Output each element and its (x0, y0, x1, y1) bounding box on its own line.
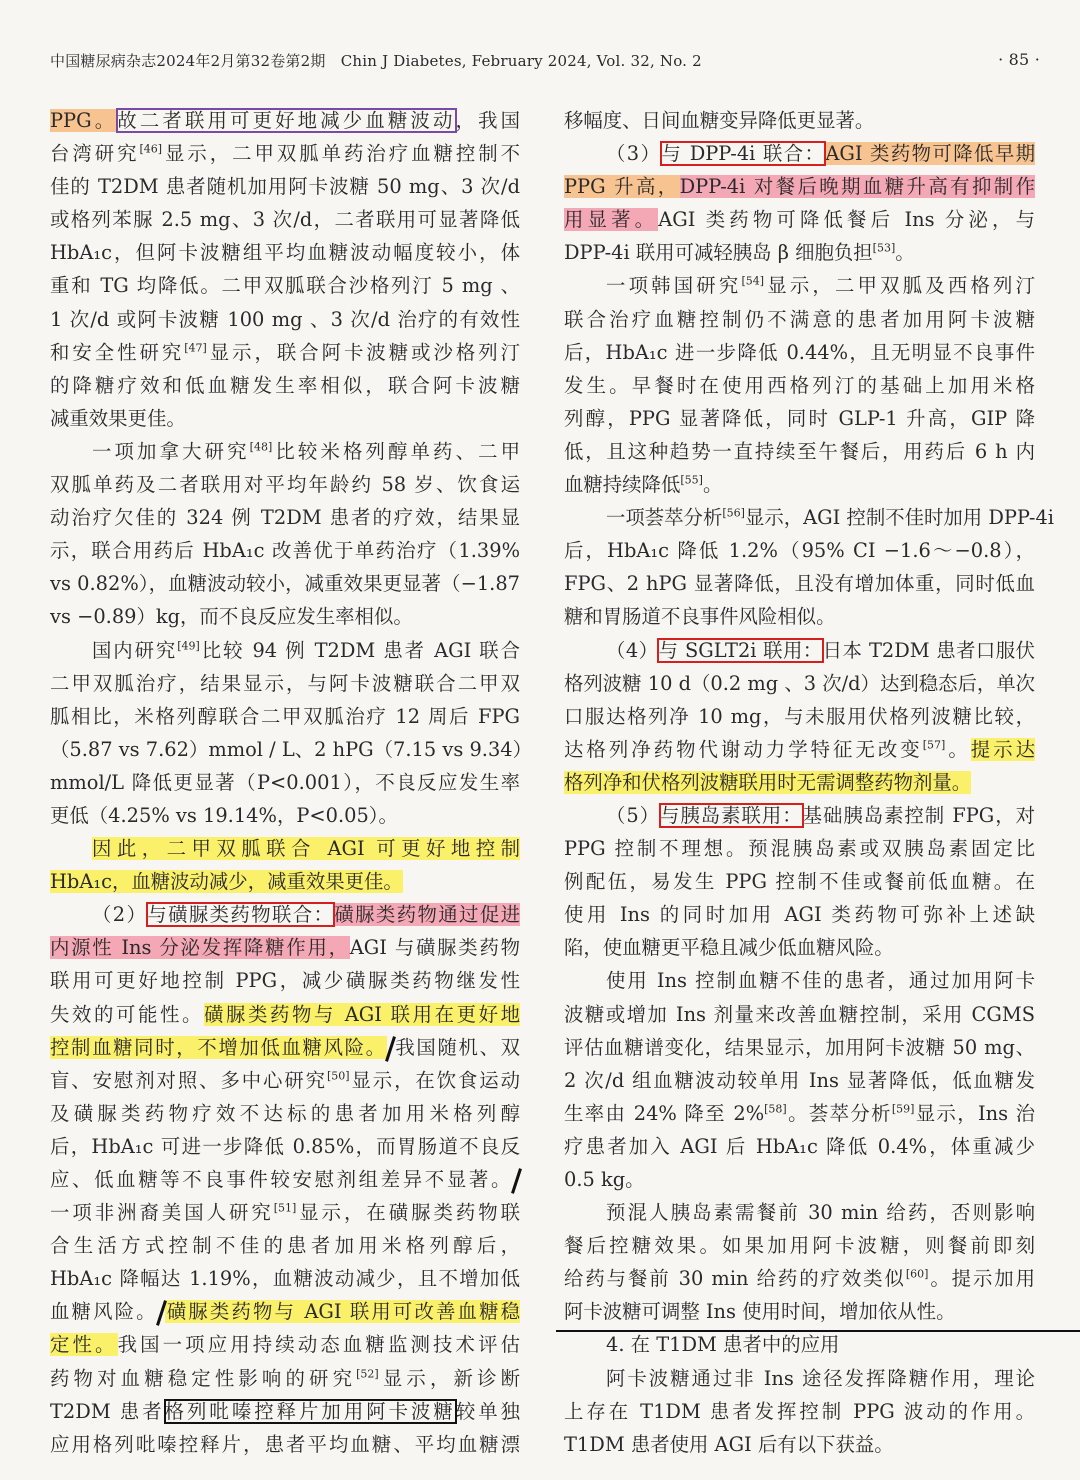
text-run: 比较米格列醇单药、二甲 (272, 439, 521, 463)
text-run: 生率由 24% 降至 2% (564, 1101, 765, 1125)
text-run: 显示，二甲双胍及西格列汀 (764, 274, 1035, 298)
text-run: 国内研究 (92, 638, 178, 662)
text-line (50, 832, 520, 865)
text-run: 显示，Ins 治 (914, 1101, 1035, 1125)
text-line (564, 998, 1035, 1031)
text-run: 移幅度、日间血糖变异降低更显著。 (564, 109, 875, 132)
text-line (50, 435, 520, 468)
text-line (564, 170, 1035, 203)
text-line (50, 1362, 520, 1395)
citation: [50] (326, 1069, 350, 1083)
text-line (564, 1130, 1035, 1163)
text-run: 控制血糖同时，不增加低血糖风险。 (50, 1035, 387, 1059)
text-line (50, 534, 520, 567)
citation: [48] (249, 440, 273, 454)
text-line (50, 1163, 520, 1196)
text-run: 磺脲类药物与 AGI 联用可改善血糖稳 (164, 1300, 521, 1324)
text-run: 口服达格列净 10 mg，与未服用伏格列波糖比较， (564, 704, 1035, 728)
text-run: 糖和胃肠道不良事件风险相似。 (564, 605, 836, 629)
text-line (50, 269, 520, 302)
text-run: vs −0.89）kg，而不良反应发生率相似。 (50, 605, 413, 629)
text-line (50, 1328, 520, 1361)
text-line (50, 1097, 520, 1130)
text-run: 磺脲类药物与 AGI 联用在更好地 (203, 1002, 520, 1026)
text-run: 显示，二甲双胍单药治疗血糖控制不 (162, 142, 521, 166)
text-line (50, 1428, 520, 1461)
citation: [51] (273, 1201, 297, 1215)
text-run: 定性。 (50, 1333, 118, 1357)
text-run: 后，HbA₁c 可进一步降低 0.85%，而胃肠道不良反 (50, 1134, 520, 1158)
text-run: 更低（4.25% vs 19.14%，P<0.05）。 (50, 803, 398, 827)
text-run: 佳的 T2DM 患者随机加用阿卡波糖 50 mg、3 次/d (50, 175, 520, 199)
text-run: 双胍单药及二者联用对平均年龄约 58 岁、饮食运 (50, 473, 520, 497)
text-run: DPP-4i 联用可减轻胰岛 β 细胞负担 (564, 241, 873, 265)
text-run: HbA₁c 降幅达 1.19%，血糖波动减少，且不增加低 (50, 1267, 520, 1291)
text-line (50, 336, 520, 369)
text-run: 疗患者加入 AGI 后 HbA₁c 降低 0.4%，体重减少 (564, 1134, 1035, 1158)
text-run: 。提示加用 (928, 1267, 1036, 1291)
text-line (564, 600, 1035, 633)
text-run: 及磺脲类药物疗效不达标的患者加用米格列醇 (50, 1101, 520, 1125)
left-column (50, 104, 533, 1461)
boxed-heading: 与 SGLT2i 联用： (658, 638, 823, 662)
text-run: 阿卡波糖可调整 Ins 使用时间，增加依从性。 (564, 1300, 956, 1324)
text-line (50, 468, 520, 501)
text-run: 显示，新诊断 (378, 1366, 521, 1390)
boxed-heading: 与胰岛素联用： (660, 803, 803, 827)
text-line (564, 898, 1035, 931)
journal-citation: 中国糖尿病杂志2024年2月第32卷第2期 Chin J Diabetes, February 2024, Vol. 32, No. 2 (50, 52, 702, 70)
text-run: 达格列净药物代谢动力学特征无改变 (564, 737, 923, 761)
text-run: 。 (895, 241, 915, 265)
text-run: 列醇，PPG 显著降低，同时 GLP-1 升高，GIP 降 (564, 406, 1035, 430)
text-line (50, 931, 520, 964)
text-line (564, 832, 1035, 865)
text-run: 餐后控糖效果。如果加用阿卡波糖，则餐前即刻 (564, 1234, 1035, 1258)
text-line (50, 170, 520, 203)
text-line (50, 1196, 520, 1229)
text-run: 上存在 T1DM 患者发挥控制 PPG 波动的作用。 (564, 1399, 1035, 1423)
text-run: FPG、2 hPG 显著降低，且没有增加体重，同时低血 (564, 572, 1035, 596)
text-run: 。 (945, 737, 971, 761)
text-line (50, 865, 520, 898)
text-line (50, 236, 520, 269)
text-run: 内源性 Ins 分泌发挥降糖作用， (50, 936, 350, 960)
text-run: PPG 控制不理想。预混胰岛素或双胰岛素固定比 (564, 837, 1035, 861)
text-run: 胍相比，米格列醇联合二甲双胍治疗 12 周后 FPG (50, 704, 520, 728)
text-run: （5.87 vs 7.62）mmol / L、2 hPG（7.15 vs 9.34） (50, 737, 533, 761)
text-run: 我国一项应用持续动态血糖监测技术评估 (117, 1333, 521, 1357)
text-line (50, 1064, 520, 1097)
text-run: 药物对血糖稳定性影响的研究 (50, 1366, 357, 1390)
text-line (564, 435, 1035, 468)
boxed-heading: 与磺脲类药物联合： (147, 903, 335, 927)
text-line (50, 303, 520, 336)
text-line (50, 998, 520, 1031)
citation: [53] (872, 241, 896, 255)
text-line (564, 964, 1035, 997)
text-line (50, 1031, 520, 1064)
text-line (50, 898, 520, 931)
text-run: 。荟萃分析 (786, 1101, 892, 1125)
text-run: 使用 Ins 控制血糖不佳的患者，通过加用阿卡 (606, 969, 1035, 993)
text-run: AGI 类药物可降低早期 (825, 142, 1035, 166)
text-run: 比较 94 例 T2DM 患者 AGI 联合 (199, 638, 521, 662)
text-run: PPG。 (50, 109, 118, 132)
text-run: 格列波糖 10 d（0.2 mg 、3 次/d）达到稳态后，单次 (564, 671, 1036, 695)
text-line (564, 1064, 1035, 1097)
page-number: · 85 · (998, 50, 1040, 69)
boxed-text: 故二者联用可更好地减少血糖波动 (117, 109, 456, 132)
text-run: 评估血糖谱变化，结果显示，加用阿卡波糖 50 mg、 (564, 1035, 1035, 1059)
text-run: 显示，在磺脲类药物联 (296, 1201, 520, 1225)
text-run: 4. 在 T1DM 患者中的应用 (606, 1333, 840, 1357)
text-run: 失效的可能性。 (50, 1002, 204, 1026)
pen-underline (556, 1330, 1080, 1332)
citation: [54] (741, 275, 765, 288)
text-run: 显示，AGI 控制不佳时加用 DPP-4i (744, 506, 1054, 530)
text-line (564, 402, 1035, 435)
text-line (564, 634, 1035, 667)
text-run: 一项韩国研究 (606, 274, 742, 298)
text-line (564, 1362, 1035, 1395)
text-line (564, 1229, 1035, 1262)
text-line (564, 1295, 1035, 1328)
text-run: 动治疗欠佳的 324 例 T2DM 患者的疗效，结果显 (50, 506, 520, 530)
highlighted-text: 因此，二甲双胍联合 AGI 可更好地控制 (92, 837, 520, 861)
citation: [59] (891, 1102, 915, 1116)
text-run: 磺脲类药物通过促进 (334, 903, 520, 927)
text-run: HbA₁c，但阿卡波糖组平均血糖波动幅度较小，体 (50, 241, 520, 265)
citation: [57] (922, 738, 946, 752)
text-line (564, 1262, 1035, 1295)
text-line (564, 667, 1035, 700)
text-run: 二甲双胍治疗，结果显示，与阿卡波糖联合二甲双 (50, 671, 520, 695)
text-line (50, 733, 533, 766)
text-line (564, 1395, 1035, 1428)
text-line (564, 468, 1035, 501)
text-line (50, 567, 520, 600)
text-run: 联合治疗血糖控制仍不满意的患者加用阿卡波糖 (564, 307, 1035, 331)
text-line (50, 964, 520, 997)
text-line (564, 1196, 1035, 1229)
text-line (50, 501, 520, 534)
text-line (50, 766, 520, 799)
text-line (564, 269, 1035, 302)
text-run: 血糖持续降低 (564, 473, 681, 497)
text-run: 我国随机、双 (393, 1035, 521, 1059)
text-run: 或格列苯脲 2.5 mg、3 次/d，二者联用可显著降低 (50, 208, 520, 232)
text-run: （3） (606, 142, 662, 166)
text-line (50, 1130, 520, 1163)
text-run: 应、低血糖等不良事件较安慰剂组差异不显著。 (50, 1168, 513, 1191)
text-line (564, 369, 1035, 402)
text-run: 一项非洲裔美国人研究 (50, 1201, 274, 1225)
text-run: 1 次/d 或阿卡波糖 100 mg 、3 次/d 治疗的有效性 (50, 307, 520, 331)
text-run: 重和 TG 均降低。二甲双胍联合沙格列汀 5 mg 、 (50, 274, 520, 298)
text-run: 用显著。 (564, 208, 659, 232)
text-line (564, 1163, 1035, 1196)
text-run: 示，联合用药后 HbA₁c 改善优于单药治疗（1.39% (50, 539, 520, 563)
running-header (50, 44, 1040, 78)
text-run: （4） (606, 638, 659, 662)
text-line (50, 1262, 520, 1295)
text-line (564, 137, 1035, 170)
text-line (50, 700, 520, 733)
text-line (564, 931, 1035, 964)
text-run: mmol/L 降低更显著（P<0.001），不良反应发生率 (50, 770, 520, 794)
text-run: ，我国 (455, 109, 521, 132)
text-run: 例配伍，易发生 PPG 控制不佳或餐前低血糖。在 (564, 870, 1035, 894)
text-run: AGI 类药物可降低餐后 Ins 分泌，与 (658, 208, 1035, 232)
text-line (50, 799, 520, 832)
text-run: DPP-4i 对餐后晚期血糖升高有抑制作 (679, 175, 1035, 199)
text-line (564, 766, 1035, 799)
text-run: 低，且这种趋势一直持续至午餐后，用药后 6 h 内 (564, 439, 1035, 463)
text-line (50, 137, 520, 170)
text-line (50, 1395, 520, 1428)
highlighted-text: HbA₁c，血糖波动减少，减重效果更佳。 (50, 870, 403, 894)
text-line (564, 567, 1035, 600)
text-line (50, 600, 520, 633)
text-run: 后，HbA₁c 降低 1.2%（95% CI −1.6～−0.8）， (564, 539, 1035, 563)
text-run: 使用 Ins 的同时加用 AGI 类药物可弥补上述缺 (564, 903, 1035, 927)
text-run: T2DM 患者 (50, 1399, 165, 1423)
text-run: 给药与餐前 30 min 给药的疗效类似 (564, 1267, 906, 1291)
text-line (50, 369, 520, 402)
citation: [58] (764, 1102, 787, 1116)
text-run: 0.5 kg。 (564, 1168, 645, 1191)
text-line (50, 1295, 520, 1328)
text-run: 联用可更好地控制 PPG，减少磺脲类药物继发性 (50, 969, 520, 993)
text-run: 应用格列吡嗪控释片，患者平均血糖、平均血糖漂 (50, 1432, 520, 1456)
highlighted-text: 格列净和伏格列波糖联用时无需调整药物剂量。 (564, 770, 972, 794)
text-run: 的降糖疗效和低血糖发生率相似，联合阿卡波糖 (50, 373, 520, 397)
text-run: 减重效果更佳。 (50, 406, 186, 430)
boxed-heading: 与 DPP-4i 联合： (661, 142, 826, 166)
text-run: 较单独 (455, 1399, 520, 1423)
text-run: 提示达 (970, 737, 1036, 761)
text-line (564, 203, 1035, 236)
text-run: 血糖风险。 (50, 1300, 158, 1324)
citation: [49] (177, 639, 200, 653)
text-run: 一项加拿大研究 (92, 439, 250, 463)
text-line (564, 501, 1054, 534)
text-line (564, 799, 1035, 832)
text-line (564, 236, 1035, 269)
text-run: vs 0.82%），血糖波动较小，减重效果更显著（−1.87 (50, 572, 520, 596)
text-run: 。 (702, 473, 723, 497)
text-run: 基础胰岛素控制 FPG，对 (802, 803, 1036, 827)
text-line (564, 534, 1035, 567)
text-line (564, 700, 1035, 733)
text-run: 显示，在饮食运动 (349, 1068, 521, 1092)
text-run: 合生活方式控制不佳的患者加用米格列醇后， (50, 1234, 520, 1258)
text-line (50, 634, 520, 667)
text-line (564, 336, 1035, 369)
section-heading (564, 1328, 1035, 1361)
text-run: PPG 升高， (564, 175, 680, 199)
text-run: AGI 与磺脲类药物 (349, 936, 520, 960)
text-run: 和安全性研究 (50, 340, 185, 364)
text-run: （5） (606, 803, 661, 827)
text-run: 陷，使血糖更平稳且减少低血糖风险。 (564, 936, 894, 960)
text-line (564, 303, 1035, 336)
text-run: 日本 T2DM 患者口服伏 (822, 638, 1035, 662)
text-line (50, 104, 520, 137)
text-run: 发生。早餐时在使用西格列汀的基础上加用米格 (564, 373, 1035, 397)
text-run: 预混人胰岛素需餐前 30 min 给药，否则影响 (606, 1201, 1035, 1225)
text-line (564, 733, 1035, 766)
citation: [55] (680, 473, 703, 487)
text-line (50, 402, 520, 435)
citation: [47] (184, 341, 207, 355)
citation: [56] (722, 506, 745, 520)
text-line (50, 1229, 520, 1262)
text-line (564, 865, 1035, 898)
boxed-text: 格列吡嗪控释片加用阿卡波糖 (164, 1399, 456, 1423)
right-column (564, 104, 1054, 1461)
text-run: 波糖或增加 Ins 剂量来改善血糖控制，采用 CGMS (564, 1002, 1035, 1026)
text-line (50, 203, 520, 236)
text-run: 2 次/d 组血糖波动较单用 Ins 显著降低，低血糖发 (564, 1068, 1035, 1092)
text-run: 一项荟萃分析 (606, 506, 723, 530)
text-run: T1DM 患者使用 AGI 后有以下获益。 (564, 1432, 894, 1456)
text-line (564, 1097, 1035, 1130)
citation: [60] (905, 1267, 929, 1281)
citation: [46] (139, 142, 163, 156)
text-run: 显示，联合阿卡波糖或沙格列汀 (206, 340, 521, 364)
text-run: 后，HbA₁c 进一步降低 0.44%，且无明显不良事件 (564, 340, 1035, 364)
text-run: 阿卡波糖通过非 Ins 途径发挥降糖作用，理论 (606, 1366, 1035, 1390)
text-run: 台湾研究 (50, 142, 140, 166)
text-line (564, 1031, 1035, 1064)
citation: [52] (356, 1367, 379, 1381)
text-line (564, 1428, 1035, 1461)
text-run: （2） (92, 903, 148, 927)
text-line (564, 104, 1035, 137)
text-run: 盲、安慰剂对照、多中心研究 (50, 1068, 327, 1092)
text-line (50, 667, 520, 700)
